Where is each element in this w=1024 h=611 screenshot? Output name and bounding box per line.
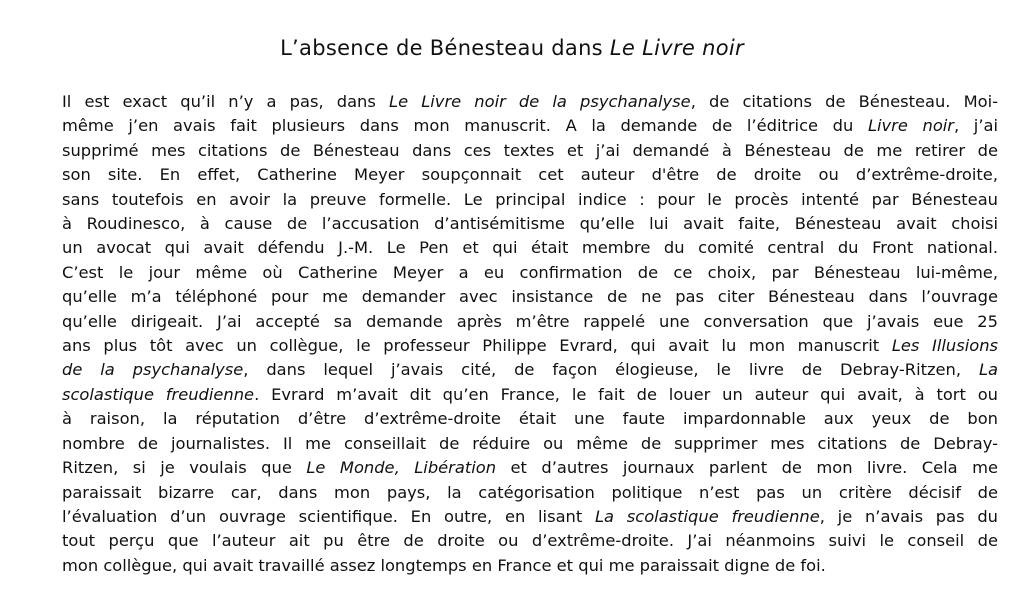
text-line — [62, 212, 998, 236]
text-line — [62, 114, 998, 138]
text-run: C’est le jour même où Catherine Meyer a eu confirmation de ce choix, par Bénesteau lui-même, — [62, 262, 998, 282]
text-run: à Roudinesco, à cause de l’accusation d’antisémitisme qu’elle lui avait faite, Bénesteau avait choisi — [62, 214, 998, 234]
italic-title-reference: La scolastique freudienne — [594, 506, 820, 526]
italic-title-reference: La — [978, 360, 998, 380]
text-run: Ritzen, si je voulais que — [62, 458, 307, 478]
text-run: nombre de journalistes. Il me conseillait de réduire ou même de supprimer mes citations de Debray- — [62, 433, 998, 453]
text-line — [62, 261, 998, 285]
text-line — [62, 358, 998, 382]
text-run: , de citations de Bénesteau. Moi- — [690, 92, 999, 111]
text-run: un avocat qui avait défendu J.-M. Le Pen et qui était membre du comité central du Front national. — [62, 238, 998, 258]
text-run: , dans lequel j’avais cité, de façon élogieuse, le livre de Debray-Ritzen, — [243, 360, 979, 380]
text-run: à raison, la réputation d’être d’extrême-droite était une faute impardonnable aux yeux de bon — [62, 409, 998, 429]
text-line — [62, 456, 998, 480]
text-run: qu’elle dirigeait. J’ai accepté sa demande après m’être rappelé une conversation que j’avais eue 25 — [62, 311, 998, 331]
text-line — [62, 285, 998, 309]
text-line — [62, 188, 998, 212]
text-run: , je n’avais pas du — [819, 506, 998, 526]
italic-title-reference: Livre noir — [867, 116, 954, 136]
text-line — [62, 90, 998, 114]
text-line — [62, 310, 998, 334]
text-line — [62, 505, 998, 529]
text-run: même j’en avais fait plusieurs dans mon manuscrit. A la demande de l’éditrice du — [62, 116, 868, 136]
text-line — [62, 432, 998, 456]
text-line — [62, 139, 998, 163]
italic-title-reference: Les Illusions — [891, 336, 998, 356]
text-line — [62, 554, 998, 578]
text-run: , j’ai — [954, 116, 998, 136]
text-run: mon collègue, qui avait travaillé assez longtemps en France et qui me paraissait digne de foi. — [62, 555, 826, 575]
text-run: et d’autres journaux parlent de mon livre. Cela me — [496, 458, 998, 478]
text-run: . Evrard m’avait dit qu’en France, le fait de louer un auteur qui avait, à tort ou — [254, 384, 998, 404]
text-line — [62, 529, 998, 553]
body-paragraph — [62, 90, 998, 578]
text-line — [62, 481, 998, 505]
italic-title-reference: de la psychanalyse — [62, 360, 244, 380]
text-run: ans plus tôt avec un collègue, le professeur Philippe Evrard, qui avait lu mon manuscrit — [62, 336, 892, 356]
text-run: qu’elle m’a téléphoné pour me demander avec insistance de ne pas citer Bénesteau dans l’ouvrage — [62, 287, 998, 307]
italic-title-reference: Le Monde, Libération — [306, 458, 497, 478]
text-run: supprimé mes citations de Bénesteau dans ces textes et j’ai demandé à Bénesteau de me retirer de — [62, 140, 998, 160]
text-run: l’évaluation d’un ouvrage scientifique. En outre, en lisant — [62, 506, 595, 526]
text-line — [62, 334, 998, 358]
page-title — [0, 33, 1024, 63]
text-line — [62, 236, 998, 260]
text-run: Il est exact qu’il n’y a pas, dans — [62, 92, 389, 111]
text-line — [62, 163, 998, 187]
italic-title-reference: scolastique freudienne — [62, 384, 255, 404]
text-run: tout perçu que l’auteur ait pu être de droite ou d’extrême-droite. J’ai néanmoins suivi le conseil de — [62, 531, 998, 551]
text-run: sans toutefois en avoir la preuve formelle. Le principal indice : pour le procès intenté par Bénesteau — [62, 189, 998, 209]
text-line — [62, 407, 998, 431]
text-run: paraissait bizarre car, dans mon pays, la catégorisation politique n’est pas un critère décisif de — [62, 482, 998, 502]
title-plain: L’absence de Bénesteau dans — [280, 36, 610, 60]
text-line — [62, 383, 998, 407]
text-run: son site. En effet, Catherine Meyer soupçonnait cet auteur d'être de droite ou d’extrême-droite, — [62, 165, 998, 185]
italic-title-reference: Le Livre noir de la psychanalyse — [389, 92, 691, 111]
title-italic: Le Livre noir — [609, 36, 744, 60]
